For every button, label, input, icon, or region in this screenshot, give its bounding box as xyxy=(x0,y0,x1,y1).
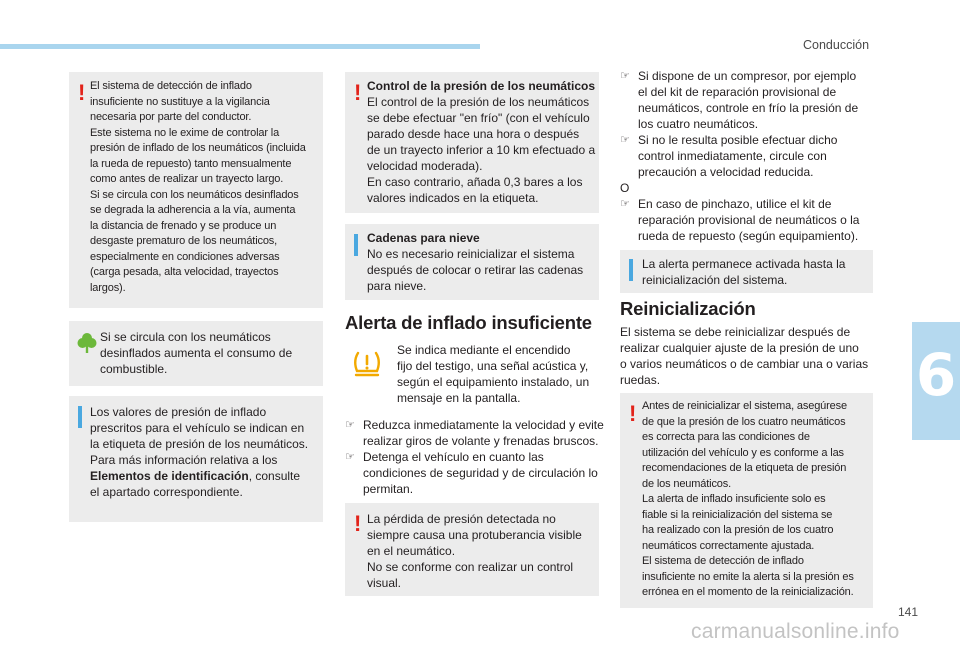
info-box-snow-chains xyxy=(345,224,599,300)
text-line: visual. xyxy=(367,576,402,590)
text-line: de que la presión de los cuatro neumáticos xyxy=(642,415,846,428)
text-line: errónea en el momento de la reinicialización. xyxy=(642,586,854,598)
text-line: o varios neumáticos o de cambiar una o varias xyxy=(620,357,869,371)
text-line: como antes de realizar un trayecto largo. xyxy=(90,173,284,185)
text-line: la etiqueta de presión de los neumáticos. xyxy=(90,437,309,451)
text-line: La pérdida de presión detectada no xyxy=(367,512,556,526)
text-line: El sistema de detección de inflado xyxy=(90,80,252,92)
tree-icon xyxy=(77,332,97,354)
text-line: condiciones de seguridad y de circulación lo xyxy=(363,466,598,480)
text-line: Si no le resulta posible efectuar dicho xyxy=(638,133,838,147)
box-heading xyxy=(367,78,595,94)
warning-icon: ! xyxy=(354,80,362,105)
compressor-steps-list xyxy=(620,68,858,180)
text-line: reinicialización del sistema. xyxy=(642,273,788,287)
text-line: mensaje en la pantalla. xyxy=(397,391,521,405)
text-line: neumáticos correctamente ajustada. xyxy=(642,539,815,552)
puncture-steps-list xyxy=(620,196,859,244)
text-fragment: , consulte xyxy=(248,469,301,483)
text-line: neumáticos, controle en frío la presión de xyxy=(638,101,859,115)
list-item xyxy=(620,68,858,132)
info-icon xyxy=(78,406,82,428)
text-line: de los neumáticos. xyxy=(642,477,732,490)
watermark: carmanualsonline.info xyxy=(691,620,900,643)
text-line: combustible. xyxy=(100,362,168,376)
list-item xyxy=(620,196,859,244)
text-line: ruedas. xyxy=(620,373,661,387)
warning-box-reset xyxy=(620,393,873,608)
text-line: desinflados aumenta el consumo de xyxy=(100,346,293,360)
text-line: precaución a velocidad reducida. xyxy=(638,165,814,179)
text-line: el apartado correspondiente. xyxy=(90,485,243,499)
info-box-alert-active xyxy=(620,250,873,293)
list-item xyxy=(345,449,604,497)
text-line: Si dispone de un compresor, por ejemplo xyxy=(638,69,857,83)
text-line: recomendaciones de la etiqueta de presión xyxy=(642,462,847,474)
text-line: necesaria por parte del conductor. xyxy=(90,111,252,123)
text-line: se degrada la adherencia a la vía, aumenta xyxy=(90,204,296,216)
text-line xyxy=(90,468,308,484)
text-line: los cuatro neumáticos. xyxy=(638,117,759,131)
info-box-pressure-values xyxy=(69,396,323,522)
box-heading xyxy=(367,230,583,246)
text-line: Este sistema no le exime de controlar la xyxy=(90,126,280,139)
text-line: En caso contrario, añada 0,3 bares a los xyxy=(367,175,583,189)
chapter-tab xyxy=(912,322,960,440)
text-line: La alerta de inflado insuficiente solo es xyxy=(642,493,826,505)
text-line: permitan. xyxy=(363,482,414,496)
text-line: El sistema de detección de inflado xyxy=(642,555,804,567)
text-line: Detenga el vehículo en cuanto las xyxy=(363,450,544,464)
list-item xyxy=(345,417,604,449)
warning-text xyxy=(90,79,306,296)
text-line: la rueda de repuesto) tanto mensualmente xyxy=(90,157,292,170)
text-line: Si se circula con los neumáticos xyxy=(100,330,271,344)
text-line: No se conforme con realizar un control xyxy=(367,560,574,574)
warning-icon: ! xyxy=(629,401,637,426)
text-line: siempre causa una protuberancia visible xyxy=(367,528,582,542)
text-line: En caso de pinchazo, utilice el kit de xyxy=(638,197,832,211)
text-line: insuficiente no emite la alerta si la presión es xyxy=(642,570,854,583)
text-line: de un trayecto inferior a 10 km efectuado a xyxy=(367,143,596,157)
control-text xyxy=(367,78,595,206)
text-line: fiable si la reinicialización del sistema se xyxy=(642,508,833,521)
page-number: 141 xyxy=(898,605,919,619)
text-line: según el equipamiento instalado, un xyxy=(397,375,590,389)
tpms-warning-icon xyxy=(352,349,382,377)
info-icon xyxy=(354,234,358,256)
text-line: presión de inflado de los neumáticos (incluida xyxy=(90,142,306,154)
header-accent-bar xyxy=(0,44,480,49)
text-line: control inmediatamente, circule con xyxy=(638,149,827,163)
reset-warning-text xyxy=(642,399,854,601)
text-line: Los valores de presión de inflado xyxy=(90,405,267,419)
info-text xyxy=(642,256,845,288)
heading-text: Control de la presión de los neumáticos xyxy=(367,79,596,93)
cross-reference: Elementos de identificación xyxy=(90,469,249,483)
chapter-title: Conducción xyxy=(803,38,870,52)
text-line: Se indica mediante el encendido xyxy=(397,343,571,357)
text-line: el del kit de reparación provisional de xyxy=(638,85,837,99)
text-line: especialmente en condiciones adversas xyxy=(90,250,280,263)
text-line: valores indicados en la etiqueta. xyxy=(367,191,539,205)
info-icon xyxy=(629,259,633,281)
text-line: prescritos para el vehículo se indican en xyxy=(90,421,305,435)
text-line: desgaste prematuro de los neumáticos, xyxy=(90,235,278,247)
alert-description xyxy=(397,342,589,406)
text-line: reparación provisional de neumáticos o la xyxy=(638,213,860,227)
warning-icon: ! xyxy=(354,511,362,536)
warning-box-detection xyxy=(69,72,323,308)
text-line: (carga pesada, alta velocidad, trayectos xyxy=(90,266,279,278)
text-line: después de colocar o retirar las cadenas xyxy=(367,263,584,277)
warning-box-pressure-loss xyxy=(345,503,599,596)
list-item xyxy=(620,132,858,180)
text-line: La alerta permanece activada hasta la xyxy=(642,257,846,271)
warning-icon: ! xyxy=(78,80,86,105)
section-title-reset: Reinicialización xyxy=(620,298,756,319)
pointing-hand-icon: ☞ xyxy=(345,450,355,463)
text-line: utilización del vehículo y es conforme a las xyxy=(642,446,844,459)
text-line: rueda de repuesto (según equipamiento). xyxy=(638,229,859,243)
text-line: ha realizado con la presión de los cuatro xyxy=(642,524,834,536)
chains-text xyxy=(367,230,583,294)
text-line: El control de la presión de los neumáticos xyxy=(367,95,590,109)
text-line: Si se circula con los neumáticos desinflados xyxy=(90,188,299,201)
pointing-hand-icon: ☞ xyxy=(345,418,355,431)
text-line: insuficiente no sustituye a la vigilancia xyxy=(90,95,270,108)
text-line: Reduzca inmediatamente la velocidad y evite xyxy=(363,418,604,432)
eco-box-consumption xyxy=(69,321,323,386)
text-line: Para más información relativa a los xyxy=(90,453,278,467)
text-line: en el neumático. xyxy=(367,544,456,558)
text-line: El sistema se debe reinicializar después de xyxy=(620,325,851,339)
warning-box-control xyxy=(345,72,599,213)
text-line: No es necesario reinicializar el sistema xyxy=(367,247,575,261)
text-line: la distancia de frenado y se produce un xyxy=(90,219,277,232)
text-line: realizar giros de volante y frenadas bruscos. xyxy=(363,434,599,448)
text-line: se debe efectuar "en frío" (con el vehículo xyxy=(367,111,590,125)
text-line: velocidad moderada). xyxy=(367,159,483,173)
loss-text xyxy=(367,511,582,591)
eco-text xyxy=(100,329,292,377)
text-line: fijo del testigo, una señal acústica y, xyxy=(397,359,589,373)
section-title-alert: Alerta de inflado insuficiente xyxy=(345,312,592,333)
text-line: realizar cualquier ajuste de la presión de uno xyxy=(620,341,859,355)
chapter-number: 6 xyxy=(915,341,957,409)
text-line: Antes de reinicializar el sistema, asegúrese xyxy=(642,400,847,412)
pointing-hand-icon: ☞ xyxy=(620,197,630,210)
reset-description xyxy=(620,324,868,388)
text-line: largos). xyxy=(90,281,126,294)
text-line: para nieve. xyxy=(367,279,427,293)
info-text xyxy=(90,404,308,500)
heading-text: Cadenas para nieve xyxy=(367,231,480,245)
pointing-hand-icon: ☞ xyxy=(620,133,630,146)
text-line: es correcta para las condiciones de xyxy=(642,431,810,443)
text-line: parado desde hace una hora o después xyxy=(367,127,580,141)
pointing-hand-icon: ☞ xyxy=(620,69,630,82)
alert-steps-list xyxy=(345,417,604,497)
or-separator: O xyxy=(620,181,630,195)
